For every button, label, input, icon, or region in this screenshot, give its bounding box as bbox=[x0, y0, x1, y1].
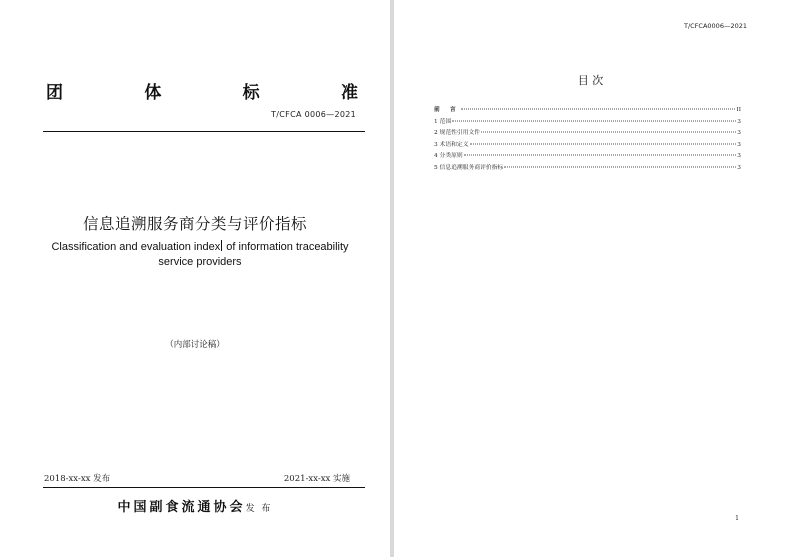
header-standard-code: T/CFCA0006—2021 bbox=[683, 22, 747, 30]
top-divider bbox=[43, 131, 365, 132]
toc-item-normative-references[interactable] bbox=[434, 127, 741, 139]
publisher bbox=[0, 496, 390, 515]
toc-item-page: II bbox=[736, 107, 741, 113]
standard-type-char: 团 bbox=[46, 83, 63, 103]
toc-item-label: 3 术语和定义 bbox=[434, 141, 469, 148]
toc-item-scope[interactable] bbox=[434, 116, 741, 128]
title-en-part2: of information traceability service providers bbox=[158, 241, 349, 268]
document-title-en bbox=[40, 240, 360, 270]
toc-item-page: 3 bbox=[737, 164, 741, 171]
toc-item-evaluation-index[interactable] bbox=[434, 162, 741, 174]
release-date: 2018-xx-xx 发布 bbox=[44, 474, 111, 484]
standard-type-title bbox=[46, 78, 358, 103]
publisher-name: 中国副食流通协会 bbox=[117, 500, 246, 515]
toc-item-page: 3 bbox=[737, 130, 741, 136]
toc-item-label: 前 言 bbox=[434, 107, 460, 113]
date-row bbox=[44, 472, 350, 484]
toc-item-label: 5 信息追溯服务商评价指标 bbox=[434, 164, 504, 171]
toc-item-classification-principles[interactable] bbox=[434, 150, 741, 162]
toc-page bbox=[394, 0, 787, 557]
publisher-suffix: 发 布 bbox=[245, 504, 273, 514]
toc-leader-dots bbox=[464, 155, 737, 156]
standard-type-char: 体 bbox=[144, 83, 162, 103]
title-en-part1: Classification and evaluation index bbox=[51, 241, 221, 253]
implement-date: 2021-xx-xx 实施 bbox=[283, 474, 350, 484]
toc-item-label: 4 分类原则 bbox=[434, 153, 463, 159]
toc-item-label: 2 规范性引用文件 bbox=[434, 130, 481, 136]
standard-type-char: 标 bbox=[242, 83, 260, 103]
toc-leader-dots bbox=[452, 120, 736, 121]
standard-code: T/CFCA 0006—2021 bbox=[271, 110, 356, 119]
toc-leader-dots bbox=[504, 166, 736, 167]
toc-item-terms-definitions[interactable] bbox=[434, 139, 741, 151]
toc-leader-dots bbox=[470, 143, 737, 144]
bottom-divider bbox=[43, 487, 365, 488]
toc-heading: 目 次 bbox=[577, 74, 604, 87]
cover-page bbox=[0, 0, 390, 557]
toc-leader-dots bbox=[461, 109, 736, 110]
document-title-cn: 信息追溯服务商分类与评价指标 bbox=[82, 215, 307, 233]
standard-type-char: 准 bbox=[340, 83, 358, 103]
page-number: 1 bbox=[735, 515, 739, 522]
toc-item-foreword[interactable] bbox=[434, 104, 741, 116]
toc-list bbox=[434, 104, 741, 173]
toc-item-page: 3 bbox=[737, 153, 741, 159]
draft-note: （内部讨论稿） bbox=[165, 340, 225, 350]
toc-item-page: 3 bbox=[737, 141, 741, 148]
toc-leader-dots bbox=[481, 132, 736, 133]
toc-item-page: 3 bbox=[737, 118, 741, 125]
toc-item-label: 1 范围 bbox=[434, 118, 452, 125]
